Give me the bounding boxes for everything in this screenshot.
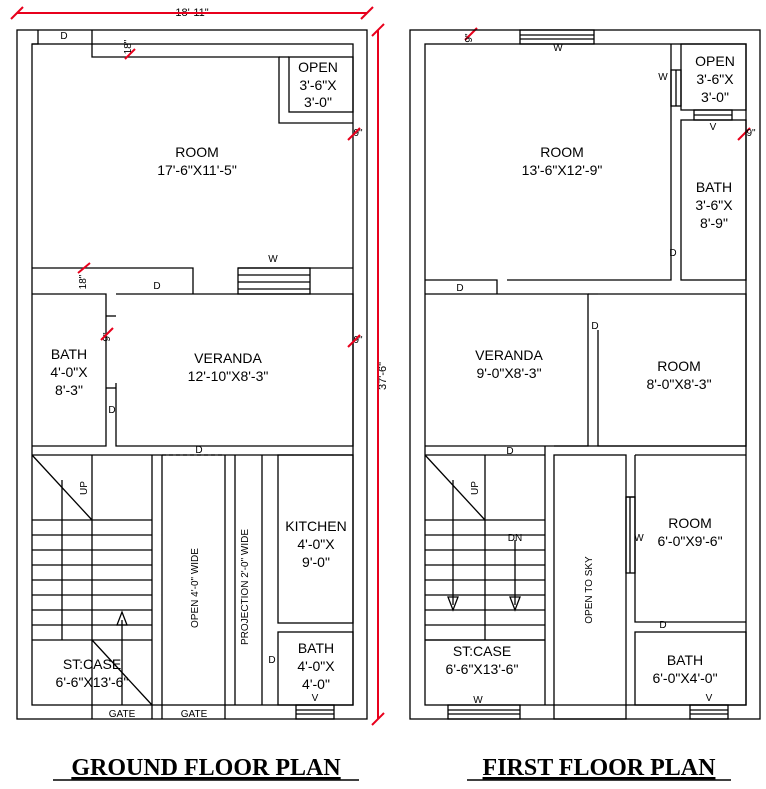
first-window-top: W xyxy=(553,43,563,54)
first-room3-size: 6'-0"X9'-6" xyxy=(657,533,723,549)
first-window-room3: W xyxy=(634,533,644,544)
ground-bath2-size-2: 4'-0" xyxy=(302,676,330,692)
first-veranda-size: 9'-0"X8'-3" xyxy=(476,365,542,381)
ground-projection-label: PROJECTION 2'-0" WIDE xyxy=(240,528,251,646)
first-stcase-label: ST:CASE xyxy=(452,643,512,659)
first-bath-size-1: 3'-6"X xyxy=(695,197,733,213)
first-door-veranda: D xyxy=(506,446,514,457)
ground-floor-title: GROUND FLOOR PLAN xyxy=(71,755,341,781)
first-vent-bath2: V xyxy=(705,693,713,704)
ground-veranda-label: VERANDA xyxy=(194,350,262,366)
first-up-label: UP xyxy=(470,481,481,495)
first-veranda-label: VERANDA xyxy=(475,347,543,363)
first-wall-thickness-2: 9" xyxy=(746,128,756,139)
ground-window-room: W xyxy=(268,254,278,265)
ground-wall-thickness-2: 18" xyxy=(78,274,89,290)
ground-door-veranda: D xyxy=(195,445,203,456)
first-floor-title: FIRST FLOOR PLAN xyxy=(482,755,716,781)
ground-open-label: OPEN xyxy=(298,59,338,75)
first-staircase xyxy=(425,455,545,640)
first-room2-label: ROOM xyxy=(657,358,701,374)
ground-open-size-1: 3'-6"X xyxy=(299,77,337,93)
first-stcase-size: 6'-6"X13'-6" xyxy=(445,661,519,677)
first-open-size-1: 3'-6"X xyxy=(696,71,734,87)
ground-kitchen-size-1: 4'-0"X xyxy=(297,536,335,552)
first-room3-label: ROOM xyxy=(668,515,712,531)
ground-vent-bath2: V xyxy=(311,693,319,704)
ground-wall-thickness-1: 18" xyxy=(123,39,134,55)
ground-wall-thickness-5: 9" xyxy=(353,335,363,346)
first-room2-size: 8'-0"X8'-3" xyxy=(646,376,712,392)
ground-stcase-label: ST:CASE xyxy=(62,656,122,672)
ground-room-size: 17'-6"X11'-5" xyxy=(157,162,237,178)
ground-bath-size-1: 4'-0"X xyxy=(50,364,88,380)
first-floor-labels xyxy=(446,33,756,706)
first-open-label: OPEN xyxy=(695,53,735,69)
first-dn-label: DN xyxy=(507,533,523,544)
ground-stcase-size: 6'-6"X13'-6" xyxy=(55,674,129,690)
first-window-stcase: W xyxy=(473,695,483,706)
first-bath2-label: BATH xyxy=(666,652,704,668)
ground-wall-thickness-4: 9" xyxy=(102,332,113,342)
first-open-sky-label: OPEN TO SKY xyxy=(584,556,595,624)
height-dimension: 37'-6" xyxy=(377,361,389,391)
ground-bath-size-2: 8'-3" xyxy=(55,382,83,398)
ground-door-top: D xyxy=(60,31,68,42)
ground-wall-thickness-3: 9" xyxy=(353,128,363,139)
first-open-size-2: 3'-0" xyxy=(701,89,729,105)
ground-open-size-2: 3'-0" xyxy=(304,94,332,110)
ground-door-room: D xyxy=(153,281,161,292)
ground-door-bath2: D xyxy=(268,655,276,666)
ground-veranda-size: 12'-10"X8'-3" xyxy=(187,368,269,384)
width-dimension: 18'-11" xyxy=(175,7,209,19)
first-vent-open: V xyxy=(709,122,717,133)
ground-bath2-label: BATH xyxy=(297,640,335,656)
first-room-size: 13'-6"X12'-9" xyxy=(521,162,603,178)
first-bath-size-2: 8'-9" xyxy=(700,215,728,231)
ground-open-wide-label: OPEN 4'-0" WIDE xyxy=(190,548,201,628)
ground-gate-right: GATE xyxy=(180,709,208,720)
ground-bath2-size-1: 4'-0"X xyxy=(297,658,335,674)
first-door-bath2: D xyxy=(659,620,667,631)
first-door-bath: D xyxy=(669,248,677,259)
first-bath2-size: 6'-0"X4'-0" xyxy=(652,670,718,686)
ground-kitchen-label: KITCHEN xyxy=(285,518,347,534)
first-door-room: D xyxy=(456,283,464,294)
ground-bath-label: BATH xyxy=(50,346,88,362)
ground-up-label: UP xyxy=(79,481,90,495)
ground-kitchen-size-2: 9'-0" xyxy=(302,554,330,570)
first-door-room2: D xyxy=(591,321,599,332)
first-window-open: W xyxy=(658,72,668,83)
ground-floor-labels xyxy=(50,7,389,720)
ground-gate-left: GATE xyxy=(108,709,136,720)
first-bath-label: BATH xyxy=(695,179,733,195)
ground-room-label: ROOM xyxy=(175,144,219,160)
ground-door-bath: D xyxy=(108,405,116,416)
first-wall-thickness-1: 9" xyxy=(464,33,475,43)
first-room-label: ROOM xyxy=(540,144,584,160)
